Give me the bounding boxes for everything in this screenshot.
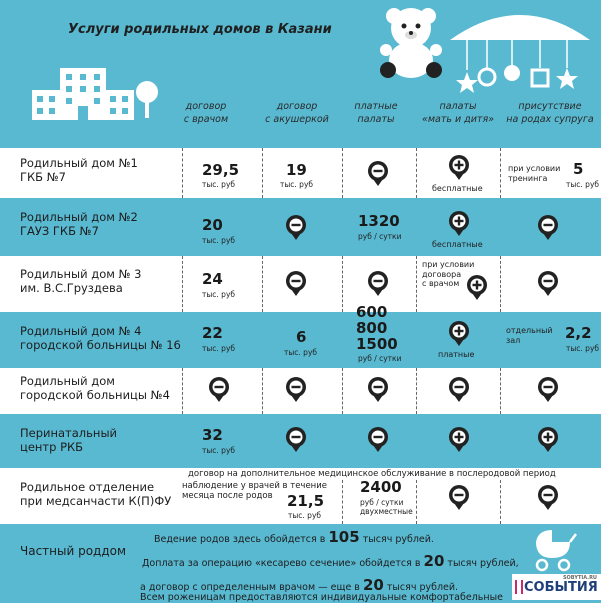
table-row — [0, 148, 601, 198]
logo-site: SOBYTIA.RU — [562, 575, 597, 581]
plus-pin-icon — [448, 320, 470, 346]
midwife-price: 19 — [286, 161, 307, 179]
row-name: Родильный дом № 3 им. В.С.Груздева — [20, 267, 142, 295]
doctor-unit: тыс. руб — [202, 180, 236, 189]
column-divider — [342, 148, 343, 198]
table-row — [0, 303, 601, 368]
private-clinic-name: Частный роддом — [20, 544, 127, 558]
column-divider — [262, 368, 263, 414]
private-line-3: а договор с определенным врачом — еще в 20 тысяч рублей. — [140, 576, 459, 594]
plus-pin-icon — [448, 154, 470, 180]
spouse-note: при условии тренинга — [508, 164, 561, 183]
minus-pin-icon — [367, 376, 389, 402]
doctor-unit: тыс. руб — [202, 236, 236, 245]
minus-pin-icon — [537, 270, 559, 296]
minus-pin-icon — [285, 270, 307, 296]
paid-ward-unit: руб / сутки — [358, 232, 402, 241]
minus-pin-icon — [537, 376, 559, 402]
row-name: Родильный дом №1 ГКБ №7 — [20, 156, 138, 184]
header — [0, 0, 601, 148]
row-name: Родильный дом №2 ГАУЗ ГКБ №7 — [20, 210, 138, 238]
private-line-4: Всем роженицам предоставляются индивидуальные комфортабельные — [140, 592, 503, 603]
column-divider — [182, 148, 183, 198]
row-name: Родильное отделение при медсанчасти К(П)ФУ — [20, 480, 172, 508]
doctor-unit: тыс. руб — [288, 511, 322, 520]
row-name: Родильный дом городской больницы №4 — [20, 374, 170, 402]
minus-pin-icon — [285, 426, 307, 452]
paid-ward-price: 2400 — [360, 478, 402, 496]
column-header-spouse: присутствие на родах супруга — [506, 101, 594, 125]
doctor-price: 32 — [202, 426, 223, 444]
midwife-price: 6 — [296, 328, 307, 346]
sobytia-logo — [512, 574, 601, 600]
page-title: Услуги родильных домов в Казани — [68, 22, 332, 37]
minus-pin-icon — [537, 484, 559, 510]
column-divider — [262, 148, 263, 198]
minus-pin-icon — [367, 270, 389, 296]
table-row — [0, 414, 601, 468]
column-divider — [416, 368, 417, 414]
column-header-paid-wards: платные палаты — [354, 101, 398, 125]
mother-child-note: при условии договора с врачом — [422, 260, 475, 288]
doctor-note: наблюдение у врачей в течение месяца после родов — [182, 481, 327, 501]
spouse-unit: тыс. руб — [566, 180, 600, 189]
column-divider — [500, 256, 501, 312]
paid-ward-unit: руб / сутки — [358, 354, 402, 363]
teddy-bear-icon — [376, 2, 446, 82]
minus-pin-icon — [448, 484, 470, 510]
midwife-unit: тыс. руб — [280, 180, 314, 189]
spouse-unit: тыс. руб — [566, 344, 600, 353]
table-row — [0, 198, 601, 256]
paid-ward-price: 600 — [356, 303, 388, 321]
baby-stroller-icon — [530, 528, 578, 572]
column-divider — [342, 256, 343, 312]
baby-mobile-icon — [440, 0, 600, 95]
column-divider — [262, 256, 263, 312]
column-divider — [182, 368, 183, 414]
private-line-2: Доплата за операцию «кесарево сечение» обойдется в 20 тысяч рублей, — [142, 552, 519, 570]
spouse-price: 5 — [573, 160, 584, 178]
doctor-unit: тыс. руб — [202, 344, 236, 353]
row-name: Перинатальный центр РКБ — [20, 426, 118, 454]
logo-bars-icon — [515, 580, 523, 594]
column-divider — [182, 256, 183, 312]
paid-ward-price: 1500 — [356, 335, 398, 353]
column-divider — [500, 480, 501, 524]
row-name: Родильный дом № 4 городской больницы № 16 — [20, 324, 181, 352]
private-clinic-section — [0, 524, 601, 603]
table-row — [0, 368, 601, 414]
minus-pin-icon — [367, 160, 389, 186]
mother-child-note: бесплатные — [432, 240, 483, 249]
table-row — [0, 256, 601, 312]
midwife-unit: тыс. руб — [284, 348, 318, 357]
plus-pin-icon — [448, 210, 470, 236]
column-divider — [500, 368, 501, 414]
column-divider — [416, 480, 417, 524]
private-line-1: Ведение родов здесь обойдется в 105 тысяч рублей. — [154, 528, 434, 546]
minus-pin-icon — [537, 214, 559, 240]
column-divider — [416, 148, 417, 198]
spouse-price: 2,2 — [565, 324, 592, 342]
column-header-midwife: договор с акушеркой — [265, 101, 329, 125]
plus-pin-icon — [466, 274, 488, 300]
doctor-price: 21,5 — [287, 492, 325, 510]
plus-pin-icon — [448, 426, 470, 452]
logo-name: СОБЫТИЯ — [524, 580, 598, 595]
mother-child-note: бесплатные — [432, 184, 483, 193]
wide-note: договор на дополнительное медицинское обслуживание в послеродовой период — [188, 469, 556, 479]
doctor-unit: тыс. руб — [202, 446, 236, 455]
paid-ward-price: 1320 — [358, 212, 400, 230]
doctor-price: 20 — [202, 216, 223, 234]
doctor-unit: тыс. руб — [202, 290, 236, 299]
doctor-price: 22 — [202, 324, 223, 342]
column-header-doctor: договор с врачом — [183, 101, 229, 125]
doctor-price: 29,5 — [202, 161, 240, 179]
column-divider — [342, 368, 343, 414]
doctor-price: 24 — [202, 270, 223, 288]
column-divider — [342, 480, 343, 524]
table-row — [0, 468, 601, 524]
mother-child-note: платные — [438, 350, 475, 359]
plus-pin-icon — [537, 426, 559, 452]
minus-pin-icon — [367, 426, 389, 452]
minus-pin-icon — [285, 376, 307, 402]
paid-ward-unit: руб / сутки двухместные — [360, 498, 413, 516]
column-divider — [500, 148, 501, 198]
hospital-building-icon — [28, 62, 163, 124]
column-divider — [416, 256, 417, 312]
column-header-mother-child: палаты «мать и дитя» — [421, 101, 495, 125]
minus-pin-icon — [448, 376, 470, 402]
minus-pin-icon — [208, 376, 230, 402]
spouse-note: отдельный зал — [506, 326, 553, 345]
paid-ward-price: 800 — [356, 319, 388, 337]
minus-pin-icon — [285, 214, 307, 240]
